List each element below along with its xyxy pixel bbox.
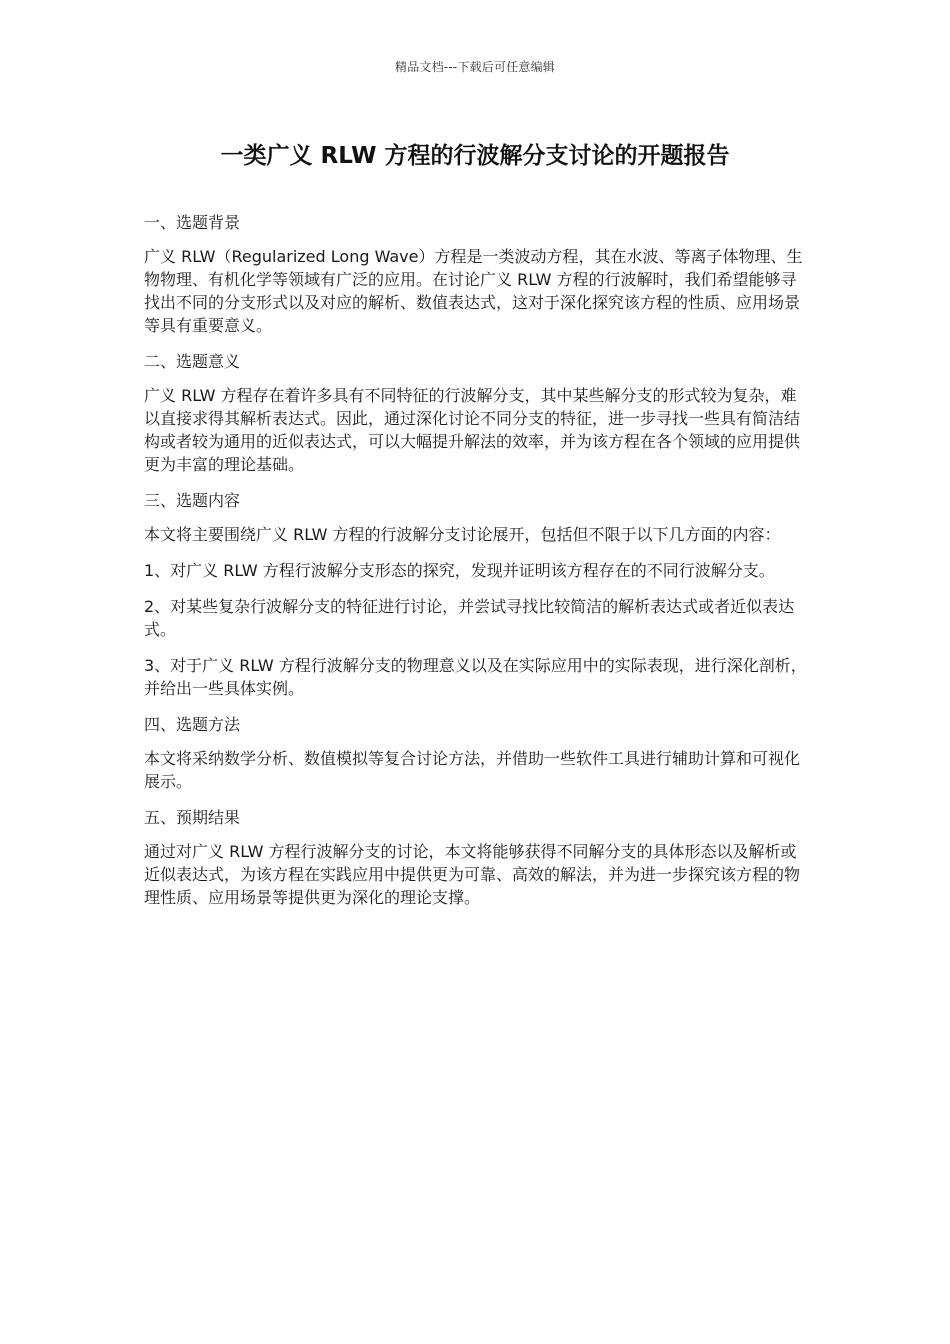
section-method <box>144 713 810 793</box>
section-significance <box>144 350 810 476</box>
list-item: 1、对广义 RLW 方程行波解分支形态的探究，发现并证明该方程存在的不同行波解分支。 <box>144 561 775 580</box>
document-body <box>144 211 810 922</box>
document-title: 一类广义 RLW 方程的行波解分支讨论的开题报告 <box>220 143 730 169</box>
header-note: 精品文档---下载后可任意编辑 <box>395 60 555 74</box>
paragraph: 广义 RLW 方程存在着许多具有不同特征的行波解分支，其中某些解分支的形式较为复杂，难以直接求得其解析表达式。因此，通过深化讨论不同分支的特征，进一步寻找一些具有简洁结构或者较为通用的近似表达式，可以大幅提升解法的效率，并为该方程在各个领域的应用提供更为丰富的理论基础。 <box>144 386 801 474</box>
paragraph: 通过对广义 RLW 方程行波解分支的讨论，本文将能够获得不同解分支的具体形态以及解析或近似表达式，为该方程在实践应用中提供更为可靠、高效的解法，并为进一步探究该方程的物理性质、应用场景等提供更为深化的理论支撑。 <box>144 842 801 907</box>
paragraph: 广义 RLW（Regularized Long Wave）方程是一类波动方程，其在水波、等离子体物理、生物物理、有机化学等领域有广泛的应用。在讨论广义 RLW 方程的行波解时，我们希望能够寻找出不同的分支形式以及对应的解析、数值表达式，这对于深化探究该方程的性质、应用场景等具有重要意义。 <box>144 247 803 335</box>
paragraph: 本文将采纳数学分析、数值模拟等复合讨论方法，并借助一些软件工具进行辅助计算和可视化展示。 <box>144 749 801 791</box>
section-heading: 四、选题方法 <box>144 715 241 734</box>
section-heading: 三、选题内容 <box>144 491 241 510</box>
section-heading: 一、选题背景 <box>144 213 241 232</box>
section-background <box>144 211 810 337</box>
list-item: 2、对某些复杂行波解分支的特征进行讨论，并尝试寻找比较简洁的解析表达式或者近似表达式。 <box>144 597 795 639</box>
list-item: 3、对于广义 RLW 方程行波解分支的物理意义以及在实际应用中的实际表现，进行深化剖析，并给出一些具体实例。 <box>144 656 807 698</box>
paragraph: 本文将主要围绕广义 RLW 方程的行波解分支讨论展开，包括但不限于以下几方面的内容： <box>144 525 781 544</box>
section-expected-results <box>144 806 810 909</box>
section-heading: 五、预期结果 <box>144 808 241 827</box>
section-content <box>144 489 810 700</box>
section-heading: 二、选题意义 <box>144 352 241 371</box>
